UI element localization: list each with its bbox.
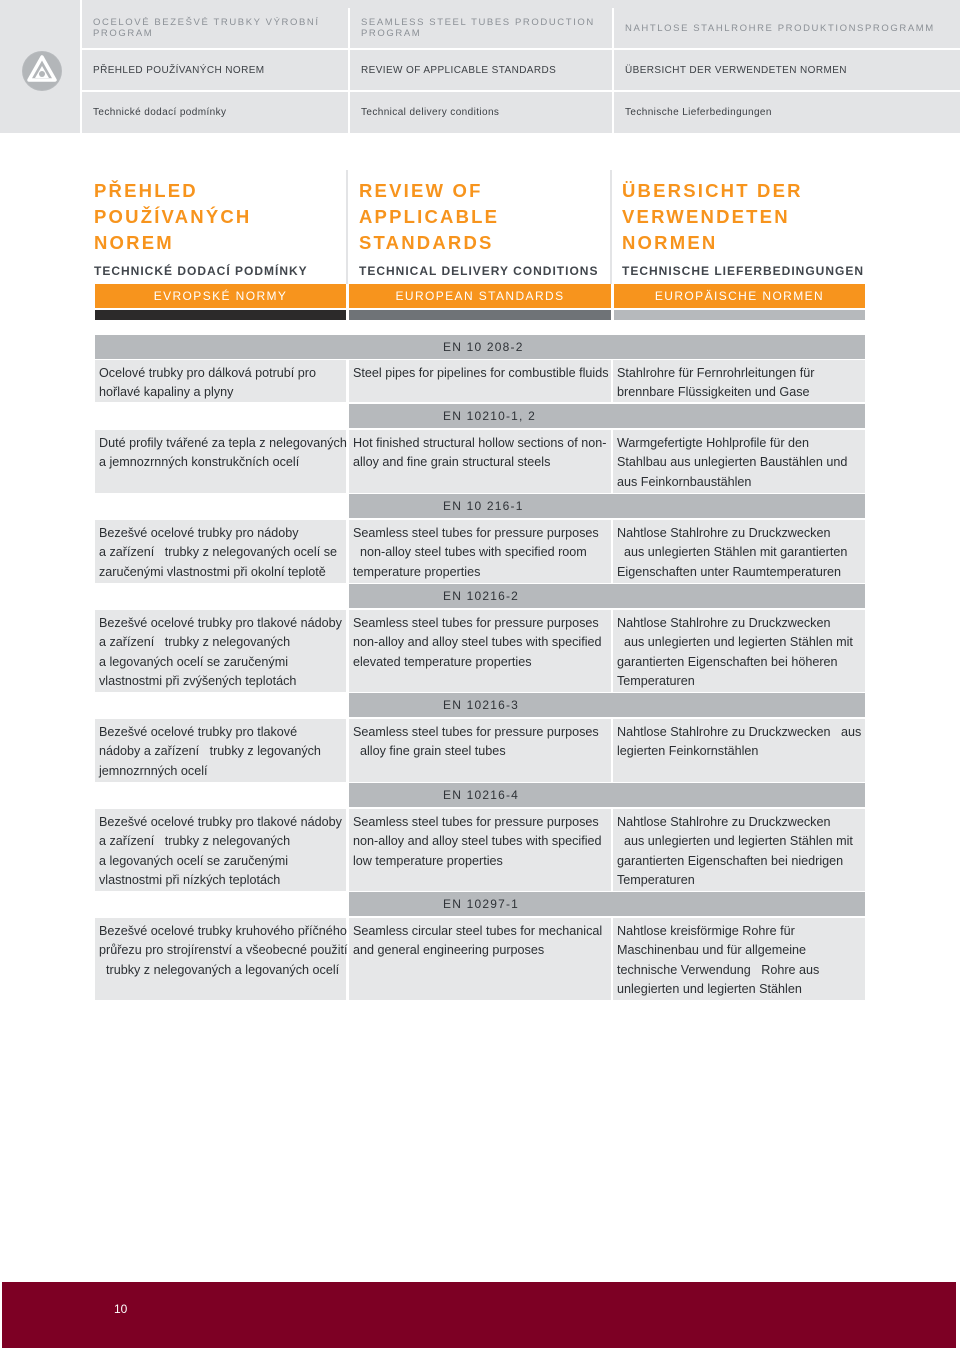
standard-description-cz — [95, 360, 346, 402]
description-line: a zařízení trubky z nelegovaných — [99, 834, 291, 849]
description-line: a legovaných ocelí se zaručenými — [99, 654, 289, 669]
header-conditions-en: Technical delivery conditions — [348, 92, 612, 133]
description-line: Bezešvé ocelové trubky kruhového příčného — [99, 924, 347, 938]
standard-description-de — [613, 520, 865, 583]
standard-header: EN 10216-3 — [349, 693, 865, 717]
description-line: brennbare Flüssigkeiten und Gase — [617, 385, 810, 400]
description-line: alloy and fine grain structural steels — [353, 455, 551, 470]
header-review-cz: PŘEHLED POUŽÍVANÝCH NOREM — [82, 50, 348, 92]
description-line: Seamless steel tubes for pressure purposes — [353, 616, 606, 630]
standard-header: EN 10216-4 — [349, 783, 865, 807]
description-line: alloy fine grain steel tubes — [353, 744, 506, 759]
title-block-en — [359, 178, 609, 278]
page-number: 10 — [114, 1302, 128, 1316]
description-line: Temperaturen — [617, 873, 695, 888]
description-line: garantierten Eigenschaften bei höheren — [617, 654, 838, 669]
standard-description-de — [613, 430, 865, 493]
standard-description-de — [613, 719, 865, 782]
description-line: nádoby a zařízení trubky z legovaných — [99, 744, 321, 759]
standard-header: EN 10 208-2 — [95, 335, 865, 359]
standard-header: EN 10 216-1 — [349, 494, 865, 518]
title-block-de — [622, 178, 872, 278]
standard-description-en — [349, 430, 611, 493]
standard-description-cz — [95, 809, 346, 891]
description-line: trubky z nelegovaných a legovaných ocelí — [99, 962, 340, 977]
standard-header: EN 10297-1 — [349, 892, 865, 916]
description-line: aus Feinkornbaustählen — [617, 474, 752, 489]
description-line: aus unlegierten und legierten Stählen mit — [617, 635, 853, 650]
description-line: Seamless steel tubes for pressure purposes — [353, 526, 599, 540]
description-line: Bezešvé ocelové trubky pro tlakové nádoby — [99, 815, 342, 829]
description-line: vlastnostmi při nízkých teplotách — [99, 873, 281, 888]
description-line: a zařízení trubky z nelegovaných ocelí se — [99, 545, 338, 560]
description-line: Eigenschaften unter Raumtemperaturen — [617, 564, 842, 579]
header-review-de: ÜBERSICHT DER VERWENDETEN NORMEN — [612, 50, 960, 92]
section-header-en: EUROPEAN STANDARDS — [349, 284, 611, 308]
description-line: Seamless steel tubes for pressure purposes — [353, 725, 599, 739]
header-program-de: NAHTLOSE STAHLROHRE PRODUKTIONSPROGRAMM — [612, 8, 960, 50]
page-footer — [2, 1282, 956, 1348]
description-line: Seamless steel tubes for pressure purposes — [353, 815, 606, 829]
standard-description-cz — [95, 719, 346, 782]
header-review-en: REVIEW OF APPLICABLE STANDARDS — [348, 50, 612, 92]
description-line: Nahtlose Stahlrohre zu Druckzwecken — [617, 526, 831, 540]
description-line: temperature properties — [353, 564, 481, 579]
description-line: and general engineering purposes — [353, 943, 545, 958]
page-title-de: ÜBERSICHT DER VERWENDETEN NORMEN — [622, 180, 803, 253]
standard-description-de — [613, 809, 865, 891]
description-line: a jemnozrnných konstrukčních ocelí — [99, 455, 300, 470]
description-line: Duté profily tvářené za tepla z nelegovaných — [99, 436, 347, 450]
standard-description-en — [349, 360, 611, 402]
standard-description-en — [349, 719, 611, 782]
logo-column — [0, 0, 82, 133]
standard-description-en — [349, 809, 611, 891]
description-line: Ocelové trubky pro dálková potrubí pro — [99, 366, 317, 380]
description-line: Seamless circular steel tubes for mechanical — [353, 924, 603, 938]
standard-description-en — [349, 520, 611, 583]
page-title-cz: PŘEHLED POUŽÍVANÝCH NOREM — [94, 180, 252, 253]
description-line: Hot finished structural hollow sections of non- — [353, 436, 607, 450]
page-subtitle-de: TECHNISCHE LIEFERBEDINGUNGEN — [622, 264, 865, 278]
description-line: Warmgefertigte Hohlprofile für den — [617, 436, 810, 450]
description-line: a zařízení trubky z nelegovaných — [99, 635, 291, 650]
description-line: Stahlrohre für Fernrohrleitungen für — [617, 366, 815, 380]
description-line: Temperaturen — [617, 674, 695, 689]
description-line: low temperature properties — [353, 853, 503, 868]
description-line: Bezešvé ocelové trubky pro nádoby — [99, 526, 299, 540]
description-line: garantierten Eigenschaften bei niedrigen — [617, 853, 844, 868]
section-header-de: EUROPÄISCHE NORMEN — [614, 284, 865, 308]
description-line: zaručenými vlastnostmi při okolní teplotě — [99, 564, 326, 579]
company-logo-icon — [22, 51, 62, 91]
standard-description-de — [613, 360, 865, 402]
page-title-en: REVIEW OF APPLICABLE STANDARDS — [359, 180, 500, 253]
description-line: hořlavé kapaliny a plyny — [99, 385, 234, 400]
description-line: Bezešvé ocelové trubky pro tlakové — [99, 725, 298, 739]
description-line: aus unlegierten Stählen mit garantierten — [617, 545, 848, 560]
header-program-en: SEAMLESS STEEL TUBES PRODUCTION PROGRAM — [348, 8, 612, 50]
standard-header: EN 10210-1, 2 — [349, 404, 865, 428]
description-line: jemnozrnných ocelí — [99, 763, 208, 778]
description-line: non-alloy and alloy steel tubes with specified — [353, 635, 602, 650]
description-line: Nahtlose Stahlrohre zu Druckzwecken aus — [617, 725, 862, 739]
description-line: Nahtlose kreisförmige Rohre für — [617, 924, 795, 938]
page-subtitle-en: TECHNICAL DELIVERY CONDITIONS — [359, 264, 599, 278]
column-accent-bar — [95, 310, 346, 320]
description-line: Nahtlose Stahlrohre zu Druckzwecken — [617, 616, 831, 630]
header-program-cz: OCELOVÉ BEZEŠVÉ TRUBKY VÝROBNÍ PROGRAM — [82, 8, 348, 50]
description-line: vlastnostmi při zvýšených teplotách — [99, 674, 297, 689]
description-line: elevated temperature properties — [353, 654, 532, 669]
header-conditions-cz: Technické dodací podmínky — [93, 107, 227, 118]
page-subtitle-cz: TECHNICKÉ DODACÍ PODMÍNKY — [94, 264, 308, 278]
description-line: legierten Feinkornstählen — [617, 744, 759, 759]
column-divider — [346, 170, 348, 284]
standard-description-cz — [95, 520, 346, 583]
description-line: Steel pipes for pipelines for combustible fluids — [353, 366, 609, 380]
description-line: aus unlegierten und legierten Stählen mit — [617, 834, 853, 849]
column-accent-bar — [349, 310, 611, 320]
header-conditions-de: Technische Lieferbedingungen — [612, 92, 960, 133]
description-line: unlegierten und legierten Stählen — [617, 982, 802, 997]
standard-description-en — [349, 918, 611, 1000]
standard-description-cz — [95, 918, 346, 1000]
description-line: technische Verwendung Rohre aus — [617, 962, 820, 977]
description-line: průřezu pro strojírenství a všeobecné použití — [99, 943, 348, 958]
standard-description-cz — [95, 430, 346, 493]
section-header-cz: EVROPSKÉ NORMY — [95, 284, 346, 308]
description-line: Stahlbau aus unlegierten Baustählen und — [617, 455, 848, 470]
description-line: Nahtlose Stahlrohre zu Druckzwecken — [617, 815, 831, 829]
description-line: a legovaných ocelí se zaručenými — [99, 853, 289, 868]
standard-description-en — [349, 610, 611, 692]
header-band — [0, 0, 960, 133]
description-line: non-alloy steel tubes with specified room — [353, 545, 587, 560]
title-block-cz — [94, 178, 344, 278]
standard-header: EN 10216-2 — [349, 584, 865, 608]
standard-description-de — [613, 610, 865, 692]
standard-description-de — [613, 918, 865, 1000]
column-accent-bar — [614, 310, 865, 320]
column-divider — [610, 170, 612, 284]
standard-description-cz — [95, 610, 346, 692]
description-line: non-alloy and alloy steel tubes with specified — [353, 834, 602, 849]
description-line: Maschinenbau und für allgemeine — [617, 943, 807, 958]
description-line: Bezešvé ocelové trubky pro tlakové nádoby — [99, 616, 342, 630]
